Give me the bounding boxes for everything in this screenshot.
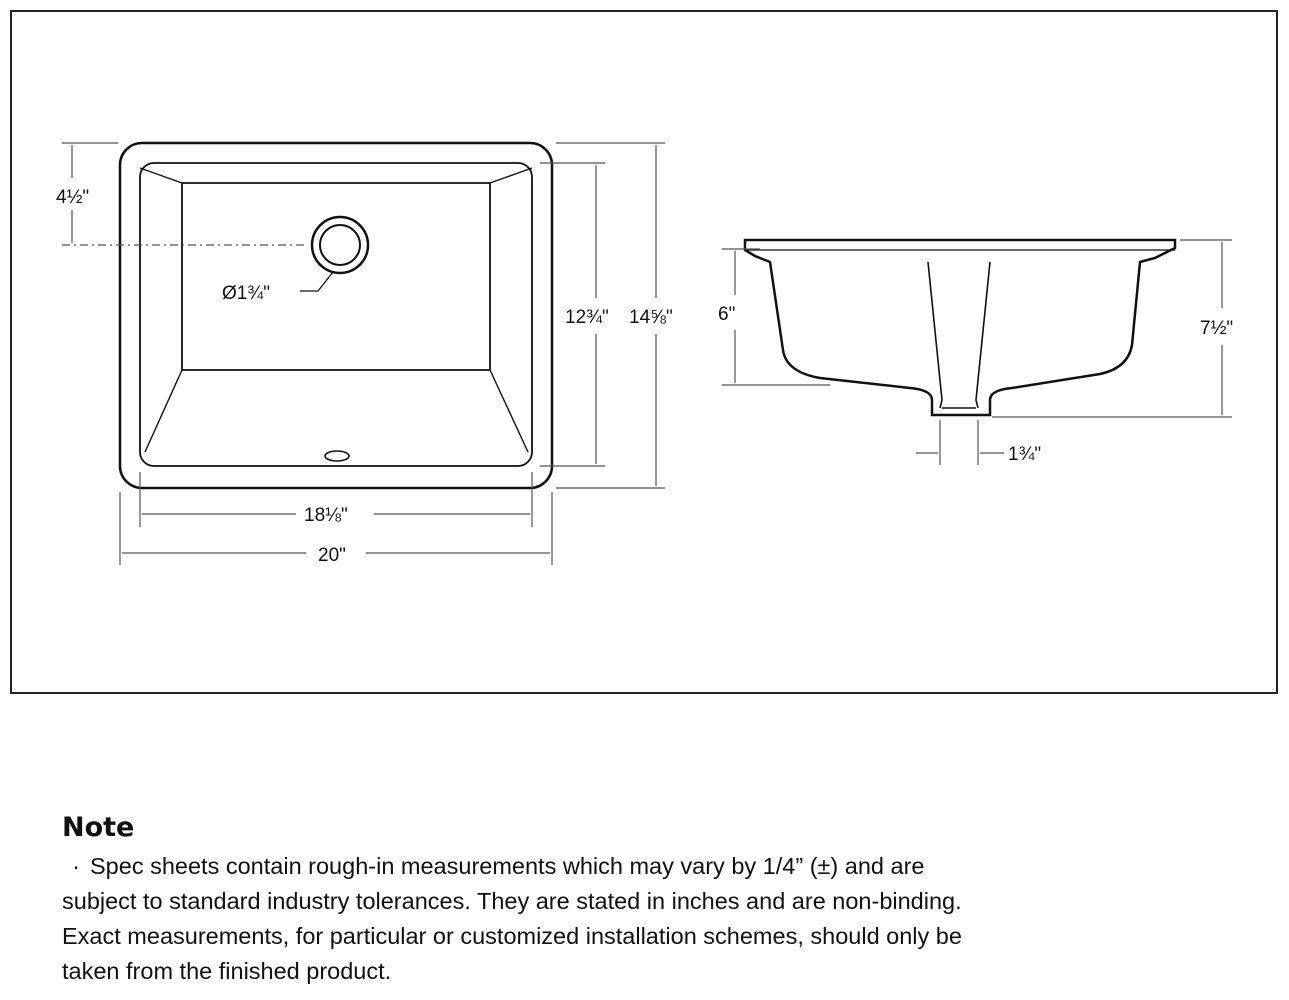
- note-line-3: Exact measurements, for particular or customized installation schemes, should only be: [62, 923, 962, 949]
- drain-leader-line: [300, 272, 333, 291]
- dim-label-outer-depth: 14⅝": [629, 307, 673, 328]
- dim-label-inner-depth: 12¾": [565, 307, 609, 328]
- side-view-dimension-lines: [722, 240, 1232, 465]
- dim-label-depth-to-drain: 4½": [56, 187, 90, 208]
- dim-label-drain-width: 1¾": [1008, 444, 1042, 465]
- sink-outer-rim: [120, 143, 552, 488]
- dim-label-total-height: 7½": [1200, 318, 1234, 339]
- top-view: [120, 143, 552, 488]
- overflow-hole: [325, 451, 349, 461]
- note-title: Note: [62, 812, 135, 843]
- note-line-4: taken from the finished product.: [62, 958, 392, 984]
- side-view: [745, 240, 1175, 415]
- top-view-dimension-lines: [62, 143, 665, 565]
- dim-label-inner-width: 18⅛": [304, 505, 348, 526]
- note-line-1: [62, 849, 1242, 884]
- sink-inner-rim: [140, 163, 532, 466]
- note-section: [62, 812, 1242, 989]
- dim-label-drain-diameter: Ø1¾": [222, 283, 270, 304]
- note-line-2: subject to standard industry tolerances. They are stated in inches and are non-binding.: [62, 888, 962, 914]
- note-text-1: Spec sheets contain rough-in measurements which may vary by 1/4” (±) and are: [90, 853, 925, 879]
- drain-pipe-profile: [928, 262, 990, 408]
- dim-label-outer-width: 20": [318, 545, 346, 566]
- sink-side-profile: [745, 240, 1175, 415]
- drain-hole: [312, 217, 368, 273]
- note-bullet: ·: [72, 853, 80, 879]
- bowl-floor: [182, 183, 490, 370]
- dim-label-bowl-depth: 6": [718, 304, 736, 325]
